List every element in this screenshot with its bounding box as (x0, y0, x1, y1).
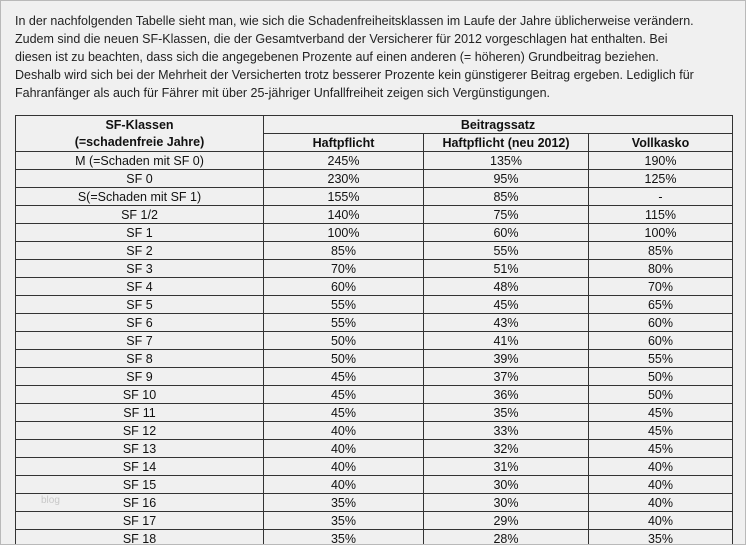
haftpflicht-cell: 40% (264, 440, 424, 458)
vollkasko-cell: 115% (589, 206, 733, 224)
klasse-cell: SF 4 (16, 278, 264, 296)
haftpflicht-neu-cell: 51% (424, 260, 589, 278)
klasse-cell: SF 2 (16, 242, 264, 260)
klasse-cell: SF 16 (16, 494, 264, 512)
haftpflicht-cell: 85% (264, 242, 424, 260)
klasse-cell: SF 6 (16, 314, 264, 332)
haftpflicht-neu-cell: 135% (424, 152, 589, 170)
haftpflicht-cell: 140% (264, 206, 424, 224)
table-row (16, 242, 733, 260)
intro-line: In der nachfolgenden Tabelle sieht man, wie sich die Schadenfreiheitsklassen im Laufe der Jahre üblicherweise verändern. (15, 14, 694, 28)
vollkasko-cell: 50% (589, 368, 733, 386)
intro-line: Deshalb wird sich bei der Mehrheit der Versicherten trotz besserer Prozente kein günstigerer Beitrag ergeben. Lediglich für (15, 68, 694, 82)
haftpflicht-neu-cell: 41% (424, 332, 589, 350)
blog-watermark: blog (41, 495, 60, 506)
vollkasko-cell: 85% (589, 242, 733, 260)
table-row (16, 278, 733, 296)
intro-paragraph (15, 12, 731, 102)
haftpflicht-neu-cell: 95% (424, 170, 589, 188)
haftpflicht-cell: 40% (264, 422, 424, 440)
sf-klassen-header-line1: SF-Klassen (105, 117, 174, 132)
klasse-cell: SF 0 (16, 170, 264, 188)
vollkasko-cell: 70% (589, 278, 733, 296)
vollkasko-cell: 35% (589, 530, 733, 545)
haftpflicht-cell: 35% (264, 512, 424, 530)
haftpflicht-cell: 55% (264, 314, 424, 332)
table-row (16, 512, 733, 530)
haftpflicht-cell: 35% (264, 530, 424, 545)
haftpflicht-cell: 40% (264, 458, 424, 476)
haftpflicht-cell: 155% (264, 188, 424, 206)
vollkasko-header: Vollkasko (589, 134, 733, 152)
haftpflicht-cell: 50% (264, 332, 424, 350)
table-row (16, 368, 733, 386)
haftpflicht-neu-cell: 35% (424, 404, 589, 422)
klasse-cell: SF 13 (16, 440, 264, 458)
haftpflicht-neu-cell: 39% (424, 350, 589, 368)
haftpflicht-cell: 40% (264, 476, 424, 494)
klasse-cell: SF 12 (16, 422, 264, 440)
klasse-cell: M (=Schaden mit SF 0) (16, 152, 264, 170)
vollkasko-cell: 65% (589, 296, 733, 314)
klasse-cell: SF 18 (16, 530, 264, 545)
haftpflicht-neu-cell: 48% (424, 278, 589, 296)
haftpflicht-neu-header: Haftpflicht (neu 2012) (424, 134, 589, 152)
haftpflicht-cell: 60% (264, 278, 424, 296)
haftpflicht-neu-cell: 45% (424, 296, 589, 314)
table-row (16, 476, 733, 494)
sf-klassen-header-line2: (=schadenfreie Jahre) (74, 134, 205, 149)
haftpflicht-neu-cell: 29% (424, 512, 589, 530)
klasse-cell: SF 10 (16, 386, 264, 404)
haftpflicht-cell: 45% (264, 386, 424, 404)
sf-klassen-header (16, 116, 264, 152)
table-row (16, 440, 733, 458)
haftpflicht-neu-cell: 30% (424, 476, 589, 494)
intro-line: diesen ist zu beachten, dass sich die angegebenen Prozente auf einen anderen (= höheren) Grundbeitrag beziehen. (15, 50, 659, 64)
table-row (16, 314, 733, 332)
table-row (16, 350, 733, 368)
table-row (16, 170, 733, 188)
haftpflicht-cell: 245% (264, 152, 424, 170)
klasse-cell: SF 7 (16, 332, 264, 350)
vollkasko-cell: 45% (589, 422, 733, 440)
vollkasko-cell: 40% (589, 476, 733, 494)
haftpflicht-cell: 35% (264, 494, 424, 512)
table-row (16, 386, 733, 404)
haftpflicht-neu-cell: 30% (424, 494, 589, 512)
vollkasko-cell: 40% (589, 458, 733, 476)
table-row (16, 206, 733, 224)
haftpflicht-neu-cell: 32% (424, 440, 589, 458)
intro-line: Fahranfänger als auch für Fährer mit über 25-jähriger Unfallfreiheit zeigen sich Vergünstigungen. (15, 86, 551, 100)
haftpflicht-neu-cell: 75% (424, 206, 589, 224)
table-row (16, 494, 733, 512)
vollkasko-cell: 55% (589, 350, 733, 368)
vollkasko-cell: - (589, 188, 733, 206)
table-row (16, 530, 733, 545)
klasse-cell: SF 1/2 (16, 206, 264, 224)
haftpflicht-neu-cell: 60% (424, 224, 589, 242)
klasse-cell: SF 14 (16, 458, 264, 476)
vollkasko-cell: 60% (589, 314, 733, 332)
klasse-cell: SF 5 (16, 296, 264, 314)
klasse-cell: SF 8 (16, 350, 264, 368)
haftpflicht-neu-cell: 36% (424, 386, 589, 404)
haftpflicht-neu-cell: 37% (424, 368, 589, 386)
vollkasko-cell: 60% (589, 332, 733, 350)
klasse-cell: SF 1 (16, 224, 264, 242)
table-body (16, 152, 733, 545)
vollkasko-cell: 50% (589, 386, 733, 404)
haftpflicht-neu-cell: 33% (424, 422, 589, 440)
haftpflicht-neu-cell: 43% (424, 314, 589, 332)
table-row (16, 296, 733, 314)
table-row (16, 404, 733, 422)
beitragssatz-header: Beitragssatz (264, 116, 733, 134)
table-row (16, 332, 733, 350)
table-row (16, 152, 733, 170)
vollkasko-cell: 45% (589, 440, 733, 458)
table-header-row (16, 116, 733, 134)
haftpflicht-cell: 45% (264, 368, 424, 386)
vollkasko-cell: 45% (589, 404, 733, 422)
vollkasko-cell: 40% (589, 494, 733, 512)
haftpflicht-neu-cell: 31% (424, 458, 589, 476)
klasse-cell: SF 3 (16, 260, 264, 278)
haftpflicht-neu-cell: 85% (424, 188, 589, 206)
klasse-cell: S(=Schaden mit SF 1) (16, 188, 264, 206)
haftpflicht-cell: 50% (264, 350, 424, 368)
haftpflicht-cell: 45% (264, 404, 424, 422)
intro-line: Zudem sind die neuen SF-Klassen, die der Gesamtverband der Versicherer für 2012 vorgeschlagen hat enthalten. Bei (15, 32, 668, 46)
vollkasko-cell: 40% (589, 512, 733, 530)
vollkasko-cell: 100% (589, 224, 733, 242)
haftpflicht-neu-cell: 55% (424, 242, 589, 260)
haftpflicht-cell: 70% (264, 260, 424, 278)
haftpflicht-header: Haftpflicht (264, 134, 424, 152)
vollkasko-cell: 125% (589, 170, 733, 188)
klasse-cell: SF 11 (16, 404, 264, 422)
table-row (16, 422, 733, 440)
haftpflicht-cell: 100% (264, 224, 424, 242)
haftpflicht-cell: 230% (264, 170, 424, 188)
klasse-cell: SF 15 (16, 476, 264, 494)
table-row (16, 224, 733, 242)
vollkasko-cell: 80% (589, 260, 733, 278)
sf-classes-table (15, 115, 733, 545)
klasse-cell: SF 17 (16, 512, 264, 530)
table-row (16, 260, 733, 278)
haftpflicht-cell: 55% (264, 296, 424, 314)
klasse-cell: SF 9 (16, 368, 264, 386)
table-row (16, 188, 733, 206)
haftpflicht-neu-cell: 28% (424, 530, 589, 545)
table-row (16, 458, 733, 476)
vollkasko-cell: 190% (589, 152, 733, 170)
